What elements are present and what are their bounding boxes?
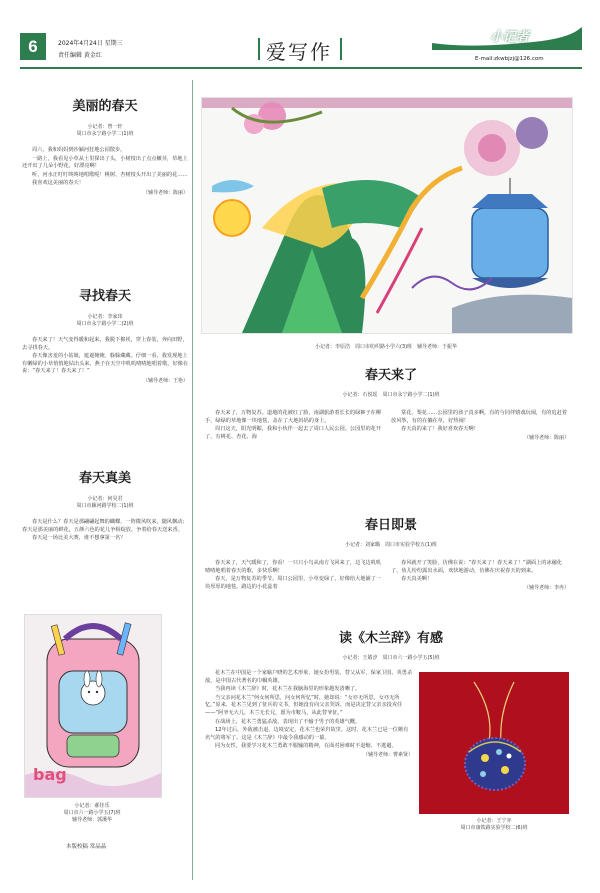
- paragraph: 春天是什么？春天是那翩翩起舞的蝴蝶，一阵微风吹来，随风飘动；春天是那美丽的鲜花，五颜六色的花儿争相绽放，争着给春天送来香。: [22, 519, 188, 533]
- paragraph: 春天像害羞的小姑娘，遮遮掩掩、躲躲藏藏。仔细一看，我发现地上有嫩绿的小草悄悄地钻出头来，燕子在天空中叽叽喳喳地唱着歌，好像在说：“春天来了！春天来了！”: [22, 353, 189, 375]
- schoolbag-drawing: [24, 614, 162, 798]
- article-body-col2: [391, 410, 569, 442]
- article-title: 读《木兰辞》有感: [338, 631, 443, 646]
- article-finding-spring: [22, 285, 188, 384]
- section-divider-left: [258, 38, 260, 60]
- teacher-note: （辅导老师：曹素贤）: [362, 751, 413, 758]
- contact-email[interactable]: E-mail:zkwbjzj@126.com: [475, 56, 544, 62]
- article-body-col2: [391, 560, 569, 592]
- article-body: [22, 519, 188, 543]
- editor-credit: 责任编辑 黄金红: [58, 52, 102, 59]
- paragraph: 同为女性，我要学习花木兰勇敢不服输的精神，在面对困难时不退缩、不逃避。: [215, 743, 397, 750]
- article-title: 春天真美: [78, 471, 131, 486]
- article-body-col1: [205, 410, 383, 442]
- article-title: 春天来了: [364, 368, 417, 383]
- section-divider-right: [340, 38, 342, 60]
- brand-name: 小记者: [490, 30, 530, 45]
- article-title: 寻找春天: [78, 289, 131, 304]
- paragraph: 春天真的来了！我好喜欢春天啊！: [401, 426, 479, 433]
- article-school: 周口市颍河路学校二(1)班: [76, 503, 134, 509]
- paragraph: 周六，我和妈妈到沙颍河狂地公园散步。: [32, 147, 126, 153]
- main-painting: [201, 97, 573, 334]
- paragraph: 一路上，我看见小草从土里探出了头，小树枝出了点点嫩芽，草地上还开出了几朵小野花，好漂亮啊！: [22, 155, 188, 170]
- article-body: [205, 670, 413, 760]
- article-body-col1: [205, 560, 383, 592]
- drawing-author: 小记者：郝佳乐: [74, 803, 110, 809]
- teacher-note: （辅导老师：王艳）: [142, 377, 188, 384]
- drawing-caption: [24, 803, 160, 824]
- teacher-note: （辅导老师：李冉）: [523, 584, 569, 591]
- brand-banner: [432, 24, 582, 50]
- article-byline: 小记者：刘家璐 周口市实验学校五(1)班: [344, 542, 438, 548]
- teacher-note: （辅导老师：陈丽）: [142, 189, 188, 196]
- painting-caption: 小记者：李原浩 周口市纺织路小学六(3)班 辅导老师：于振华: [314, 344, 458, 350]
- article-school: 周口市永宁路小学二(2)班: [76, 321, 134, 327]
- proofreader-credit: 本版校稿 常晶晶: [66, 844, 107, 850]
- article-title: 美丽的春天: [72, 99, 138, 114]
- paragraph: 春天来了，万物复苏。道地的花被红了脸，南湖旅游着长长的绿裤子在柳手，绿绿的草地像一块地毯，盖在了大地妈妈的身上。: [205, 410, 382, 424]
- paragraph: 春天来了！天气变得暖和起来，我脱下棉袄，穿上春装，奔向田野，去寻找春天。: [22, 337, 188, 351]
- article-author: 小记者：曾一轩: [87, 124, 123, 130]
- paragraph: 听，河水正叮叮咚咚地唱歌呢！桃树、杏树枝头开出了美丽的花……: [32, 171, 188, 178]
- article-spring-arrived: [201, 364, 581, 399]
- article-byline: 小记者：王婧汐 周口市六一路小学五(5)班: [342, 655, 440, 661]
- paragraph: 春天来了，天气暖和了，你看！一只只小鸟从南方飞回来了，边飞边叽叽喳喳地唱着春天的歌，多快乐啊！: [205, 560, 382, 574]
- article-title: 春日即景: [364, 518, 417, 533]
- article-spring-is-beautiful: [22, 467, 188, 544]
- bag-word: bag: [33, 765, 67, 784]
- header-rule: [20, 67, 582, 69]
- article-mulan-review: [201, 627, 581, 662]
- paragraph: 12年过后，外敌被击退，边境安定，花木兰也荣归故里。这时，花木兰已是一位颇有名气的将军了。这是《木兰辞》中最令我感动的一幕。: [205, 727, 409, 741]
- section-title: 爱写作: [266, 40, 332, 64]
- craft-author: 小记者：王宁亦: [476, 818, 512, 824]
- paragraph: 我喜欢这美丽的春天！: [32, 180, 84, 187]
- paragraph: 春风就开了笑脸，仿佛在说：“春天来了！春天来了！”湖面上的冰融化了，鱼儿纷纷露出水面，欢快地游动，仿佛在庆祝春天的到来。: [391, 560, 563, 574]
- craft-school: 周口市康铁路实验学校二(6)班: [460, 825, 528, 831]
- article-beautiful-spring: [22, 95, 188, 196]
- landscape-painting: [202, 98, 572, 333]
- article-school: 周口市永宁路小学二(1)班: [76, 131, 134, 137]
- paragraph: 春天是一场比美大赛，谁不想拿第一名？: [32, 535, 126, 542]
- paragraph: 在战场上，花木兰勇猛杀敌，表现出了不输于男子的英雄气概。: [215, 718, 361, 725]
- article-spring-scene: [201, 514, 581, 549]
- paragraph: 棠花、梨花……公园里的孩子真多啊，有的与同伴嬉戏玩闹，有的追赶着放风筝，有的在躺在草，好热闹！: [391, 410, 568, 424]
- paragraph: 花木兰在中国是一个家喻户晓的艺术形象，她女扮男装、替父从军，保家卫国、英勇杀敌，是中国古代著名的巾帼英雄。: [205, 670, 413, 684]
- page-number: 6: [28, 37, 38, 56]
- article-author: 小记者：李家玮: [87, 314, 123, 320]
- teacher-note: （辅导老师：陈丽）: [523, 434, 569, 441]
- paragraph: 春天真美啊！: [401, 576, 433, 583]
- drawing-teacher: 辅导老师：郭溪华: [71, 817, 112, 823]
- beaded-pouch-illustration: [419, 672, 569, 814]
- craft-caption: [419, 818, 569, 832]
- page-header: [0, 0, 600, 78]
- paragraph: 当父亲问花木兰“何女何所思，问女何所忆”时，她却说：“女亦无所思，女亦无所忆。”原来，花木兰见到了征兵的文书，但她没有向父亲哭诉，而是决定替父亲亲投戎任——“阿爷无大儿，木兰无长兄，愿为市鞍马，从此替爷征。”: [205, 694, 403, 716]
- drawing-school: 周口市六一路小学五(7)班: [63, 810, 121, 816]
- page-number-badge: [20, 33, 46, 60]
- paragraph: 周日这天，阳光明媚，我和小伙伴一起去了周口人民公园。公园里的花开了，有桃花、杏花、海: [205, 426, 382, 440]
- article-byline: 小记者：石悦瑶 周口市永宁路小学二(1)班: [342, 392, 440, 398]
- paragraph: 春天，是万物复苏的季节。周口公园里，小草变绿了，好像给大地铺了一块厚厚的地毯。路边的小花蕊着: [205, 576, 382, 590]
- article-author: 小记者：何昊君: [87, 496, 123, 502]
- left-column-divider: [192, 80, 193, 880]
- article-body: [22, 147, 188, 188]
- craft-photo: [419, 672, 569, 814]
- paragraph: 当我再读《木兰辞》时，花木兰在我脑海里的形象越发清晰了。: [215, 686, 361, 693]
- issue-date: 2024年4月24日 星期三: [58, 40, 123, 47]
- article-body: [22, 337, 188, 376]
